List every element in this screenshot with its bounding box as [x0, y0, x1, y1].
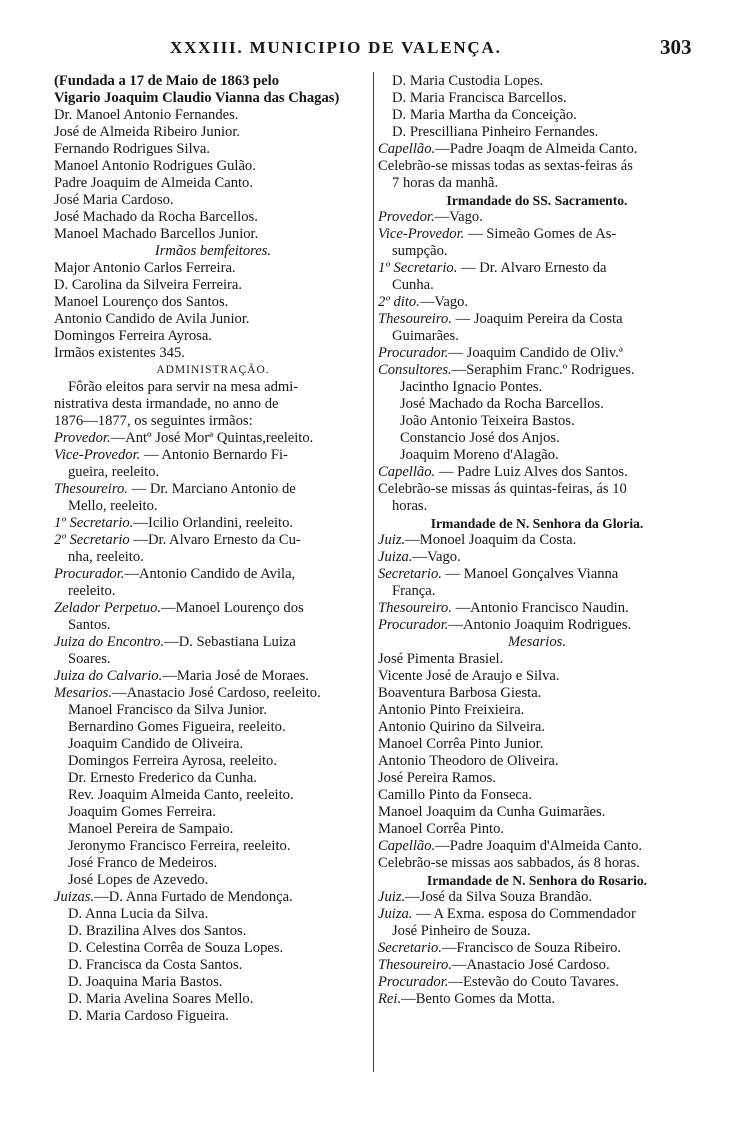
juiza-entry: Juiza. — A Exma. esposa do Commendador	[378, 906, 636, 922]
list-item: D. Carolina da Silveira Ferreira.	[54, 277, 243, 293]
juiza-entry: Juiza.—Vago.	[378, 549, 461, 565]
secretario2-entry: 2º Secretario —Dr. Alvaro Ernesto da Cu-	[54, 532, 301, 548]
procurador-entry: Procurador.— Joaquim Candido de Oliv.ª	[378, 345, 623, 361]
juizas-list	[54, 906, 372, 1025]
list-item: Joaquim Gomes Ferreira.	[68, 804, 216, 820]
juiza-encontro-entry: Juiza do Encontro.—D. Sebastiana Luiza	[54, 634, 296, 650]
list-item: D. Maria Martha da Conceição.	[392, 107, 577, 123]
list-item: Manoel Corrêa Pinto.	[378, 821, 505, 837]
thesoureiro-entry: Thesoureiro. —Antonio Francisco Naudin.	[378, 600, 629, 616]
list-item: D. Prescilliana Pinheiro Fernandes.	[392, 124, 599, 140]
list-item: Manoel Corrêa Pinto Junior.	[378, 736, 544, 752]
list-item: Jacintho Ignacio Pontes.	[400, 379, 543, 395]
list-item: José Machado da Rocha Barcellos.	[400, 396, 604, 412]
list-item: D. Maria Francisca Barcellos.	[392, 90, 567, 106]
list-item: Constancio José dos Anjos.	[400, 430, 560, 446]
consultores-list	[378, 379, 696, 464]
missas-note: Celebrão-se missas todas as sextas-feiras ás	[378, 158, 633, 174]
missas-note: Celebrão-se missas aos sabbados, ás 8 horas.	[378, 855, 640, 871]
list-item: Vicente José de Araujo e Silva.	[378, 668, 560, 684]
right-column	[378, 73, 696, 1008]
list-item: D. Francisca da Costa Santos.	[68, 957, 243, 973]
list-item: Bernardino Gomes Figueira, reeleito.	[68, 719, 286, 735]
list-item: Antonio Quirino da Silveira.	[378, 719, 545, 735]
sacramento-heading: Irmandade do SS. Sacramento.	[446, 193, 628, 208]
missas-note-cont: 7 horas da manhã.	[392, 175, 499, 191]
list-item: Jeronymo Francisco Ferreira, reeleito.	[68, 838, 291, 854]
list-item: Antonio Candido de Avila Junior.	[54, 311, 250, 327]
list-item: D. Anna Lucia da Silva.	[68, 906, 209, 922]
admin-paragraph-cont: 1876—1877, os seguintes irmãos:	[54, 413, 253, 429]
list-item: Camillo Pinto da Fonseca.	[378, 787, 533, 803]
list-item: D. Joaquina Maria Bastos.	[68, 974, 223, 990]
juiz-entry: Juiz.—Monoel Joaquim da Costa.	[378, 532, 577, 548]
zelador-entry: Zelador Perpetuo.—Manoel Lourenço dos	[54, 600, 304, 616]
entry-cont: Cunha.	[392, 277, 434, 293]
benefactors-heading: Irmãos bemfeitores.	[154, 243, 272, 259]
juiza-calvario-entry: Juiza do Calvario.—Maria José de Moraes.	[54, 668, 309, 684]
vice-provedor-entry: Vice-Provedor. — Antonio Bernardo Fi-	[54, 447, 288, 463]
capellao-entry: Capellão.—Padre Joaquim d'Almeida Canto.	[378, 838, 643, 854]
list-item: Antonio Theodoro de Oliveira.	[378, 753, 559, 769]
founding-note: (Fundada a 17 de Maio de 1863 pelo	[54, 73, 280, 89]
procurador-entry: Procurador.—Antonio Candido de Avila,	[54, 566, 296, 582]
secretario-entry: Secretario.—Francisco de Souza Ribeiro.	[378, 940, 622, 956]
missas-note-cont: horas.	[392, 498, 428, 514]
procurador-entry: Procurador.—Estevão do Couto Tavares.	[378, 974, 619, 990]
thesoureiro-entry: Thesoureiro.—Anastacio José Cardoso.	[378, 957, 610, 973]
mesarios-heading: Mesarios.	[508, 634, 566, 650]
list-item: Major Antonio Carlos Ferreira.	[54, 260, 236, 276]
page-title: XXXIII. MUNICIPIO DE VALENÇA.	[170, 38, 502, 57]
list-item: D. Celestina Corrêa de Souza Lopes.	[68, 940, 284, 956]
page-header	[0, 35, 736, 68]
consultores-entry: Consultores.—Seraphim Franc.º Rodrigues.	[378, 362, 635, 378]
list-item: D. Brazilina Alves dos Santos.	[68, 923, 247, 939]
entry-cont: reeleito.	[68, 583, 116, 599]
list-item: D. Maria Cardoso Figueira.	[68, 1008, 229, 1024]
list-item: Irmãos existentes 345.	[54, 345, 185, 361]
list-item: Antonio Pinto Freixieira.	[378, 702, 525, 718]
left-column	[54, 73, 372, 1025]
secretario1-entry: 1º Secretario.—Icilio Orlandini, reeleito.	[54, 515, 294, 531]
list-item: Dr. Manoel Antonio Fernandes.	[54, 107, 239, 123]
mesarios-list	[54, 702, 372, 889]
capellao-entry: Capellão. — Padre Luiz Alves dos Santos.	[378, 464, 628, 480]
thesoureiro-entry: Thesoureiro. — Joaquim Pereira da Costa	[378, 311, 623, 327]
juizas-entry: Juizas.—D. Anna Furtado de Mendonça.	[54, 889, 293, 905]
list-item: Joaquim Candido de Oliveira.	[68, 736, 244, 752]
entry-cont: gueira, reeleito.	[68, 464, 160, 480]
admin-heading: ADMINISTRAÇÃO.	[156, 364, 270, 376]
secretario2-entry: 2º dito.—Vago.	[378, 294, 469, 310]
secretario-entry: Secretario. — Manoel Gonçalves Vianna	[378, 566, 619, 582]
founders-list	[54, 107, 372, 243]
thesoureiro-entry: Thesoureiro. — Dr. Marciano Antonio de	[54, 481, 296, 497]
admin-paragraph-cont: nistrativa desta irmandade, no anno de	[54, 396, 279, 412]
list-item: Padre Joaquim de Almeida Canto.	[54, 175, 254, 191]
list-item: Manoel Francisco da Silva Junior.	[68, 702, 268, 718]
list-item: João Antonio Teixeira Bastos.	[400, 413, 575, 429]
vice-provedor-entry: Vice-Provedor. — Simeão Gomes de As-	[378, 226, 617, 242]
list-item: Fernando Rodrigues Silva.	[54, 141, 211, 157]
list-item: José Lopes de Azevedo.	[68, 872, 209, 888]
list-item: Joaquim Moreno d'Alagão.	[400, 447, 559, 463]
procurador-entry: Procurador.—Antonio Joaquim Rodrigues.	[378, 617, 632, 633]
mesarios-list	[378, 651, 696, 838]
list-item: Domingos Ferreira Ayrosa, reeleito.	[68, 753, 277, 769]
list-item: José Machado da Rocha Barcellos.	[54, 209, 258, 225]
entry-cont: Guimarães.	[392, 328, 459, 344]
admin-paragraph: Fôrão eleitos para servir na mesa admi-	[68, 379, 299, 395]
founding-note-cont: Vigario Joaquim Claudio Vianna das Chagas)	[54, 90, 340, 106]
provedor-entry: Provedor.—Vago.	[378, 209, 483, 225]
list-item: José Franco de Medeiros.	[68, 855, 218, 871]
list-item: Manoel Antonio Rodrigues Gulão.	[54, 158, 256, 174]
benefactors-list	[54, 260, 372, 362]
entry-cont: José Pinheiro de Souza.	[392, 923, 531, 939]
list-item: José Pimenta Brasiel.	[378, 651, 504, 667]
entry-cont: Santos.	[68, 617, 111, 633]
entry-cont: sumpção.	[392, 243, 448, 259]
list-item: José de Almeida Ribeiro Junior.	[54, 124, 241, 140]
list-item: José Maria Cardoso.	[54, 192, 174, 208]
list-item: Domingos Ferreira Ayrosa.	[54, 328, 212, 344]
provedor-entry: Provedor.—Antº José Morª Quintas,reeleito.	[54, 430, 314, 446]
entry-cont: Soares.	[68, 651, 111, 667]
list-item: José Pereira Ramos.	[378, 770, 496, 786]
gloria-heading: Irmandade de N. Senhora da Gloria.	[430, 516, 644, 531]
ladies-list	[378, 73, 696, 141]
list-item: Manoel Pereira de Sampaio.	[68, 821, 234, 837]
list-item: Boaventura Barbosa Giesta.	[378, 685, 542, 701]
rei-entry: Rei.—Bento Gomes da Motta.	[378, 991, 556, 1007]
entry-cont: Mello, reeleito.	[68, 498, 158, 514]
juiz-entry: Juiz.—José da Silva Souza Brandão.	[378, 889, 593, 905]
column-divider	[373, 72, 374, 1072]
list-item: D. Maria Custodia Lopes.	[392, 73, 544, 89]
capellao-entry: Capellão.—Padre Joaqm de Almeida Canto.	[378, 141, 638, 157]
page-number: 303	[660, 35, 692, 59]
entry-cont: França.	[392, 583, 436, 599]
list-item: Rev. Joaquim Almeida Canto, reeleito.	[68, 787, 294, 803]
list-item: Manoel Machado Barcellos Junior.	[54, 226, 259, 242]
list-item: Dr. Ernesto Frederico da Cunha.	[68, 770, 257, 786]
rosario-heading: Irmandade de N. Senhora do Rosario.	[426, 873, 648, 888]
entry-cont: nha, reeleito.	[68, 549, 144, 565]
secretario1-entry: 1º Secretario. — Dr. Alvaro Ernesto da	[378, 260, 607, 276]
list-item: Manoel Joaquim da Cunha Guimarães.	[378, 804, 606, 820]
list-item: D. Maria Avelina Soares Mello.	[68, 991, 254, 1007]
missas-note: Celebrão-se missas ás quintas-feiras, ás 10	[378, 481, 627, 497]
list-item: Manoel Lourenço dos Santos.	[54, 294, 229, 310]
mesarios-entry: Mesarios.—Anastacio José Cardoso, reeleito.	[54, 685, 321, 701]
